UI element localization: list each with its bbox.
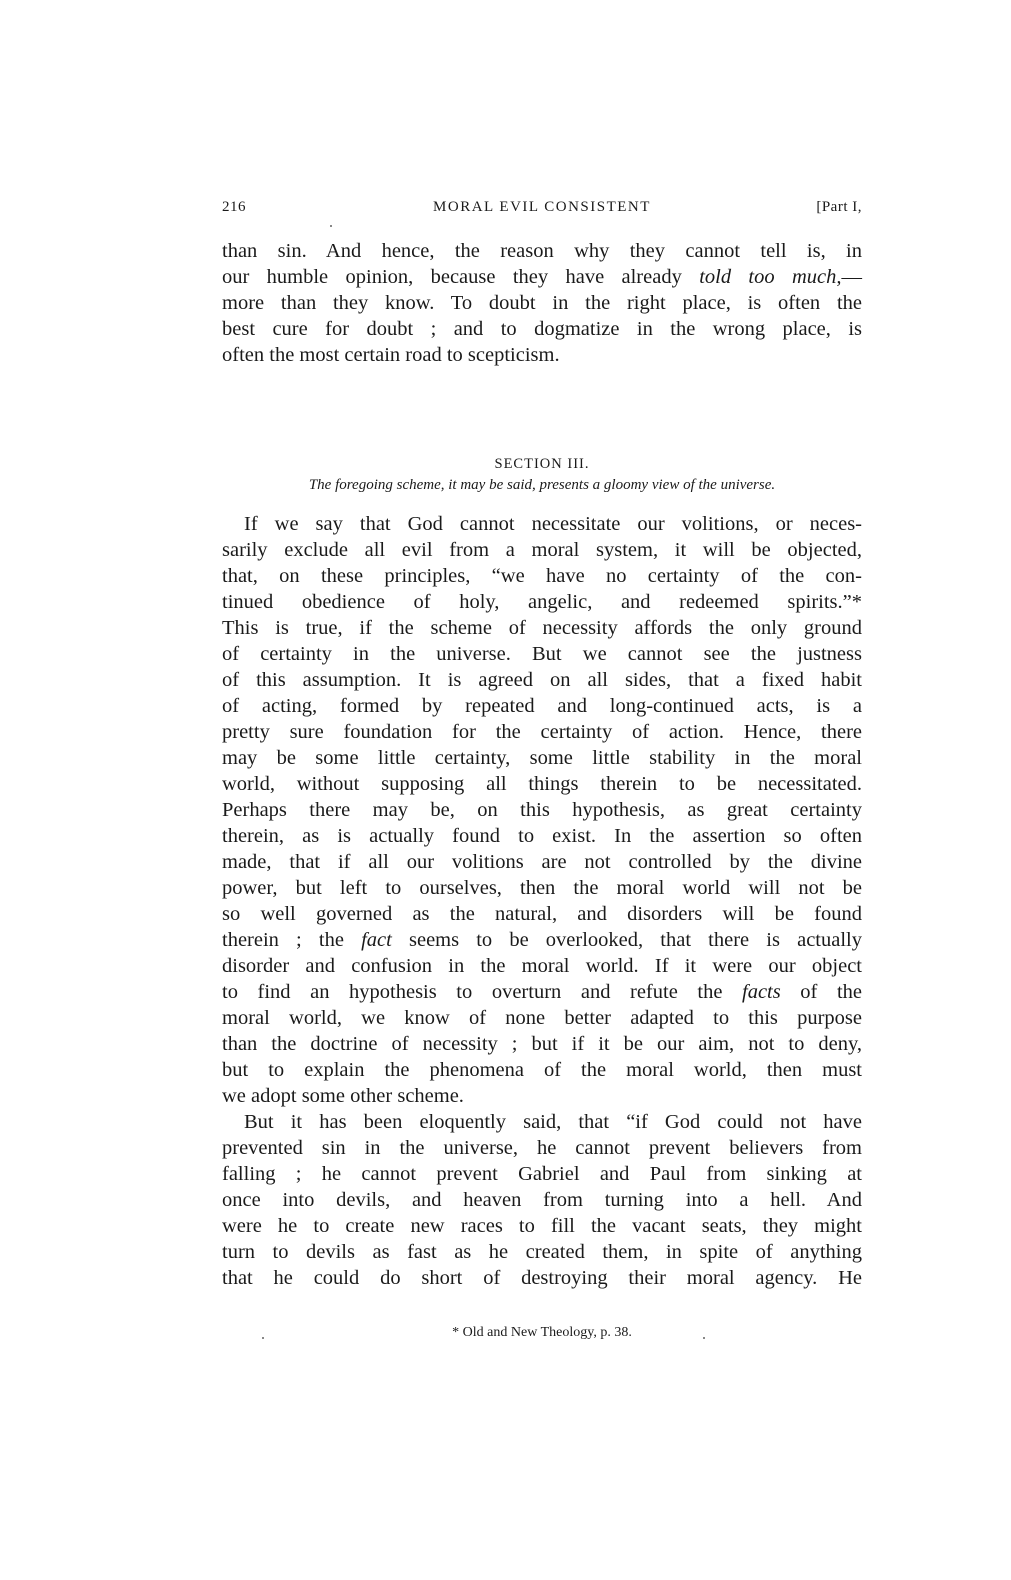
running-title: MORAL EVIL CONSISTENT — [433, 199, 651, 215]
text-line: tinued obedience of holy, angelic, and redeemed spirits.”* — [222, 591, 862, 613]
text-line: that he could do short of destroying their moral agency. He — [222, 1267, 862, 1289]
text-line: may be some little certainty, some little stability in the moral — [222, 747, 862, 769]
section-subtitle: The foregoing scheme, it may be said, presents a gloomy view of the universe. — [308, 477, 776, 493]
text-line: best cure for doubt ; and to dogmatize in the wrong place, is — [222, 318, 862, 340]
text-line: that, on these principles, “we have no certainty of the con- — [222, 565, 862, 587]
text-line: disorder and confusion in the moral world. If it were our object — [222, 955, 862, 977]
text-line: of acting, formed by repeated and long-continued acts, is a — [222, 695, 862, 717]
emphasis-text: fact — [361, 929, 392, 951]
text-line — [222, 927, 862, 953]
em-dash: — — [841, 266, 862, 288]
text-fragment: of the — [780, 981, 862, 1003]
emphasis-text: told too much, — [699, 266, 842, 288]
text-line: If we say that God cannot necessitate our volitions, or neces- — [244, 513, 862, 535]
text-line: than sin. And hence, the reason why they cannot tell is, in — [222, 240, 862, 262]
text-line — [222, 264, 862, 290]
text-line — [222, 979, 862, 1005]
text-line: Perhaps there may be, on this hypothesis, as great certainty — [222, 799, 862, 821]
footnote: * Old and New Theology, p. 38. — [452, 1325, 632, 1340]
text-fragment: our humble opinion, because they have already — [222, 266, 700, 288]
text-fragment: therein ; the — [222, 929, 362, 951]
part-label: [Part I, — [816, 199, 862, 215]
text-line: This is true, if the scheme of necessity affords the only ground — [222, 617, 862, 639]
paragraph-1 — [222, 238, 862, 368]
text-line: power, but left to ourselves, then the moral world will not be — [222, 877, 862, 899]
print-speck — [330, 225, 332, 227]
text-line: pretty sure foundation for the certainty of action. Hence, there — [222, 721, 862, 743]
text-line: turn to devils as fast as he created them, in spite of anything — [222, 1241, 862, 1263]
text-fragment: to find an hypothesis to overturn and refute the — [222, 981, 742, 1003]
text-line: of this assumption. It is agreed on all sides, that a fixed habit — [222, 669, 862, 691]
text-line: once into devils, and heaven from turning into a hell. And — [222, 1189, 862, 1211]
print-speck — [703, 1337, 705, 1339]
text-line: were he to create new races to fill the vacant seats, they might — [222, 1215, 862, 1237]
paragraph-2 — [222, 511, 862, 1109]
paragraph-3 — [222, 1109, 862, 1291]
text-line: more than they know. To doubt in the right place, is often the — [222, 292, 862, 314]
text-line: of certainty in the universe. But we cannot see the justness — [222, 643, 862, 665]
text-line: world, without supposing all things therein to be necessitated. — [222, 773, 862, 795]
text-line: so well governed as the natural, and disorders will be found — [222, 903, 862, 925]
text-line: made, that if all our volitions are not controlled by the divine — [222, 851, 862, 873]
running-head — [222, 199, 862, 223]
text-line: but to explain the phenomena of the moral world, then must — [222, 1059, 862, 1081]
text-line: often the most certain road to scepticism. — [222, 344, 560, 366]
text-line: falling ; he cannot prevent Gabriel and Paul from sinking at — [222, 1163, 862, 1185]
emphasis-text: facts — [742, 981, 781, 1003]
text-line: than the doctrine of necessity ; but if it be our aim, not to deny, — [222, 1033, 862, 1055]
text-fragment: seems to be overlooked, that there is actually — [391, 929, 862, 951]
text-line: moral world, we know of none better adapted to this purpose — [222, 1007, 862, 1029]
text-line: But it has been eloquently said, that “if God could not have — [244, 1111, 862, 1133]
text-line: sarily exclude all evil from a moral system, it will be objected, — [222, 539, 862, 561]
print-speck — [262, 1337, 264, 1339]
text-line: we adopt some other scheme. — [222, 1085, 464, 1107]
text-line: therein, as is actually found to exist. In the assertion so often — [222, 825, 862, 847]
text-line: prevented sin in the universe, he cannot prevent believers from — [222, 1137, 862, 1159]
section-heading: SECTION III. — [494, 456, 590, 472]
page-number: 216 — [222, 199, 246, 215]
